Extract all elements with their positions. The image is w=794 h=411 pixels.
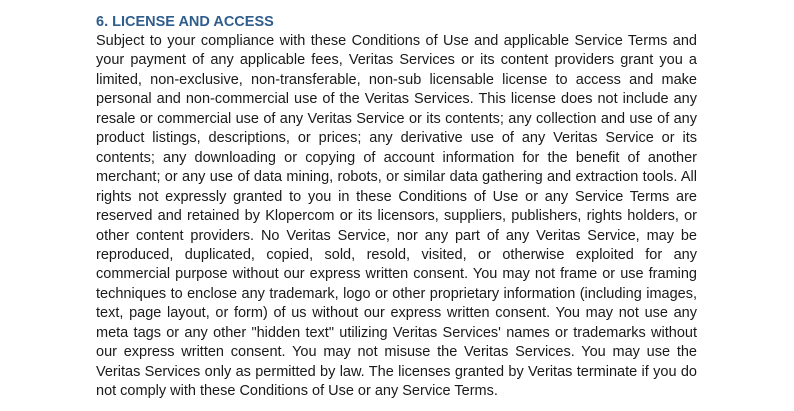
section-paragraph: Subject to your compliance with these Conditions of Use and applicable Service Terms and your payment of any applicable fees, Veritas Services or its content providers grant you a limited, non-exclusive, non-transferable, non-sub licensable license to access and make personal and non-commercial use of the Veritas Services. This license does not include any resale or commercial use of any Veritas Service or its contents; any collection and use of any product listings, descriptions, or prices; any derivative use of any Veritas Service or its contents; any downloading or copying of account information for the benefit of another merchant; or any use of data mining, robots, or similar data gathering and extraction tools. All rights not expressly granted to you in these Conditions of Use or any Service Terms are reserved and retained by Klopercom or its licensors, suppliers, publishers, rights holders, or other content providers. No Veritas Service, nor any part of any Veritas Service, may be reproduced, duplicated, copied, sold, resold, visited, or otherwise exploited for any commercial purpose without our express written consent. You may not frame or use framing techniques to enclose any trademark, logo or other proprietary information (including images, text, page layout, or form) of us without our express written consent. You may not use any meta tags or any other "hidden text" utilizing Veritas Services' names or trademarks without our express written consent. You may not misuse the Veritas Services. You may use the Veritas Services only as permitted by law. The licenses granted by Veritas terminate if you do not comply with these Conditions of Use or any Service Terms. xyxy=(96,33,697,400)
license-section xyxy=(96,12,697,402)
section-heading: 6. LICENSE AND ACCESS xyxy=(96,14,274,30)
